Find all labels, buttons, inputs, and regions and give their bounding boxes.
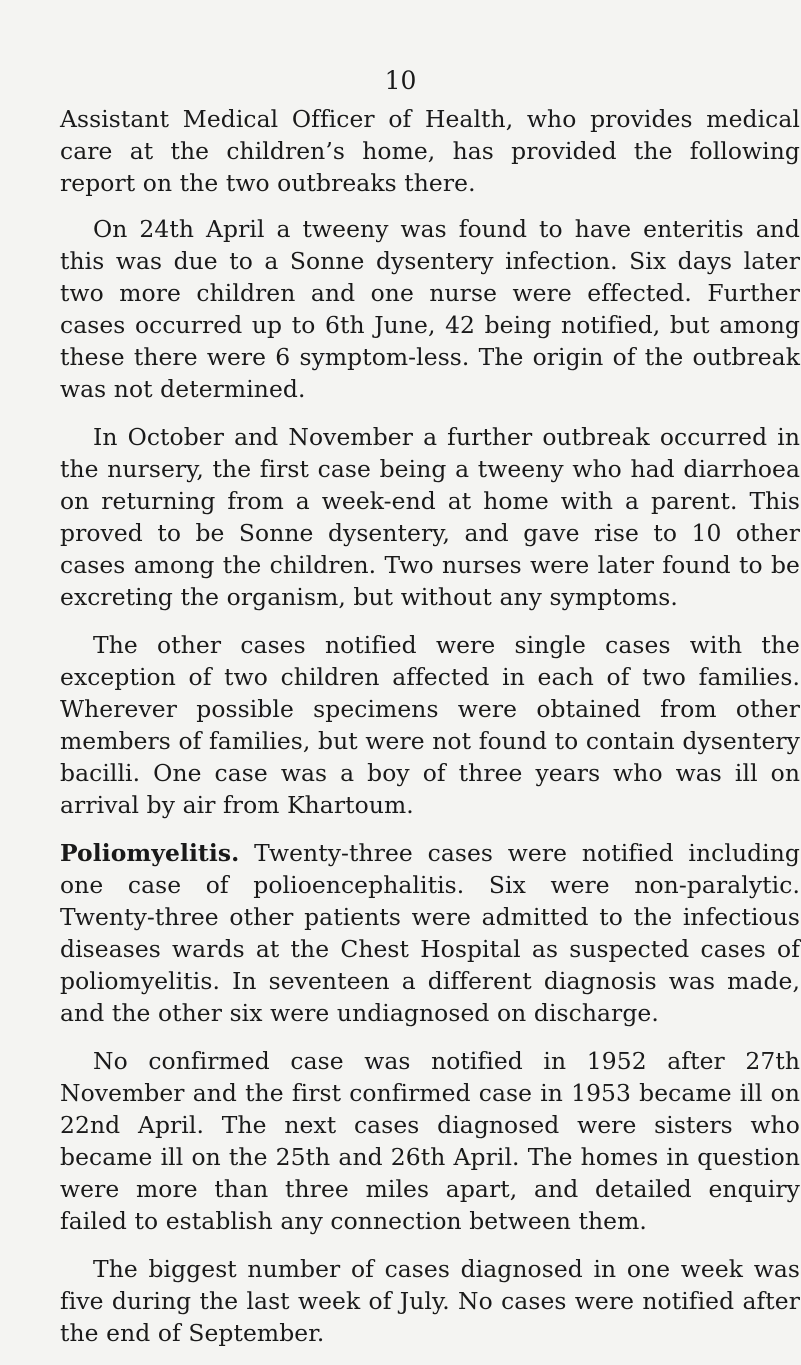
document-body [60, 103, 800, 1365]
paragraph-poliomyelitis [60, 837, 800, 1029]
paragraph-text: Assistant Medical Officer of Health, who provides medical care at the children’s home, has provided the following report on the two outbreaks there. [60, 105, 800, 197]
paragraph-text: The biggest number of cases diagnosed in one week was five during the last week of July. No cases were notified after the end of September. [60, 1255, 800, 1347]
paragraph-second-outbreak [60, 421, 800, 613]
page-number: 10 [384, 66, 417, 95]
paragraph-first-outbreak [60, 213, 800, 405]
paragraph-other-cases [60, 629, 800, 821]
paragraph-text: On 24th April a tweeny was found to have enteritis and this was due to a Sonne dysentery infection. Six days later two more children and one nurse were effected. Further cases occurred up to 6th June, 42 being notified, but among these there were 6 symptom-less. The origin of the outbreak was not determined. [60, 215, 800, 403]
paragraph-text: Twenty-three cases were notified including one case of polioencephalitis. Six were non-paralytic. Twenty-three other patients were admitted to the infectious diseases wards at the Chest Hospital as suspected cases of poliomyelitis. In seventeen a different diagnosis was made, and the other six were undiagnosed on discharge. [60, 839, 800, 1027]
paragraph-text: In October and November a further outbreak occurred in the nursery, the first case being a tweeny who had diarrhoea on returning from a week-end at home with a parent. This proved to be Sonne dysentery, and gave rise to 10 other cases among the children. Two nurses were later found to be excreting the organism, but without any symptoms. [60, 423, 800, 611]
paragraph-text: No confirmed case was notified in 1952 after 27th November and the first confirmed case in 1953 became ill on 22nd April. The next cases diagnosed were sisters who became ill on the 25th and 26th April. The homes in question were more than three miles apart, and detailed enquiry failed to establish any connection between them. [60, 1047, 800, 1235]
paragraph-intro [60, 103, 800, 199]
paragraph-confirmed-cases [60, 1045, 800, 1237]
paragraph-text: The other cases notified were single cases with the exception of two children affected in each of two families. Wherever possible specimens were obtained from other members of families, but were not found to contain dysentery bacilli. One case was a boy of three years who was ill on arrival by air from Khartoum. [60, 631, 800, 819]
section-heading: Poliomyelitis. [60, 839, 240, 867]
